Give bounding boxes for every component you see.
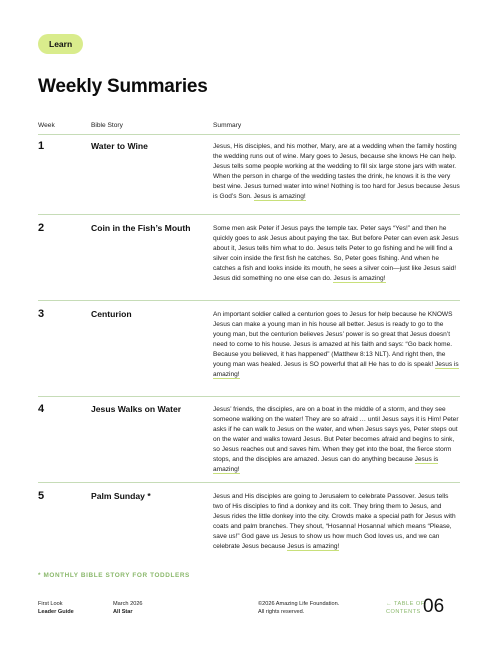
row-divider [38,134,460,135]
toc-line: ← TABLE OF [386,601,425,607]
row-divider [38,396,460,397]
page-title: Weekly Summaries [38,76,208,97]
story-title: Jesus Walks on Water [91,404,182,414]
story-summary [213,224,460,284]
column-header-week: Week [38,122,55,129]
summary-text: Some men ask Peter if Jesus pays the temple tax. Peter says “Yes!” and then he quickly goes to ask Jesus about paying the tax. But before Peter can even ask Jesus about it, Jesus tells him what to do. Jesus tells Peter to go fishing and he will find a silver coin inside the first fish he catches. So, Peter goes fishing. And when he catches a fish and looks inside its mouth, he sees a silver coin—just like Jesus said! Jesus did something no one else can do. [213,225,459,282]
summary-text: Jesus and His disciples are going to Jerusalem to celebrate Passover. Jesus tells two of His disciples to find a donkey and its colt. They bring them to Jesus, and Jesus rides the little donkey into the city. Crowds make a special path for Jesus with coats and palm branches. They shout, “Hosanna! Hosanna! which means “Please, save us!” God gave us Jesus to show us how much God loves us, and we can celebrate Jesus because [213,493,456,550]
story-title: Water to Wine [91,141,148,151]
summary-text: An important soldier called a centurion goes to Jesus for help because he KNOWS Jesus can make a young man in his house all better. Jesus is ready to go to the young man, but the centurion believes Jesus’ power is so great that Jesus doesn’t need to come to his house. Jesus is amazed at his faith and says: “Go back home. Because you believed, it has happened” (Matthew 8:13 NLT). And right then, the young man was healed. Jesus is SO powerful that all He has to do is speak! [213,311,453,368]
story-title: Centurion [91,309,132,319]
summary-text: Jesus’ friends, the disciples, are on a boat in the middle of a storm, and they see someone walking on the water! They are so afraid … until Jesus says it is Him! Peter asks if he can walk to Jesus on the water, and when Jesus says yes, Peter steps out on the water and walks toward Jesus. But Peter becomes afraid and begins to sink, so Jesus reaches out and saves him. When they get into the boat, the fierce storm stops, and the disciples are amazed. Jesus can do anything because [213,406,459,463]
footer-line-bold: All Star [113,609,133,615]
row-divider [38,300,460,301]
row-divider [38,482,460,483]
summary-highlight: Jesus is amazing! [213,361,459,378]
footer-line: First Look [38,601,63,607]
footer-copyright [258,600,339,616]
week-number: 2 [38,222,45,234]
week-number: 4 [38,403,45,415]
column-header-story: Bible Story [91,122,123,129]
story-summary [213,142,460,202]
week-number: 3 [38,308,45,320]
story-summary [213,310,460,380]
footer-line: All rights reserved. [258,609,305,615]
footer-line: March 2026 [113,601,143,607]
summary-highlight: Jesus is amazing! [253,193,306,200]
footer-line-bold: Leader Guide [38,609,74,615]
week-number: 5 [38,490,45,502]
learn-tag: Learn [38,34,83,54]
story-title: Palm Sunday * [91,491,151,501]
row-divider [38,214,460,215]
summary-highlight: Jesus is amazing! [333,275,386,282]
page-number: 06 [423,596,445,617]
story-summary [213,492,460,552]
column-header-summary: Summary [213,122,242,129]
summary-text: Jesus, His disciples, and his mother, Mary, are at a wedding when the family hosting the wedding runs out of wine. Mary goes to Jesus, because she knows He can help. Jesus tells some people working at the wedding to fill six large stone jars with water. When the person in charge of the wedding tastes the drink, he knows it is the very best wine. Jesus turned water into wine! Nothing is too hard for Jesus because Jesus is God’s Son. [213,143,460,200]
footer-publication [38,600,74,616]
table-of-contents-link[interactable] [386,600,425,616]
story-title: Coin in the Fish’s Mouth [91,223,191,233]
toc-line: CONTENTS [386,609,421,615]
footnote: * MONTHLY BIBLE STORY FOR TODDLERS [38,572,190,579]
story-summary [213,405,460,475]
summary-highlight: Jesus is amazing! [213,456,439,473]
summary-highlight: Jesus is amazing! [287,543,340,550]
week-number: 1 [38,140,45,152]
footer-edition [113,600,143,616]
footer-line: ©2026 Amazing Life Foundation. [258,601,340,607]
